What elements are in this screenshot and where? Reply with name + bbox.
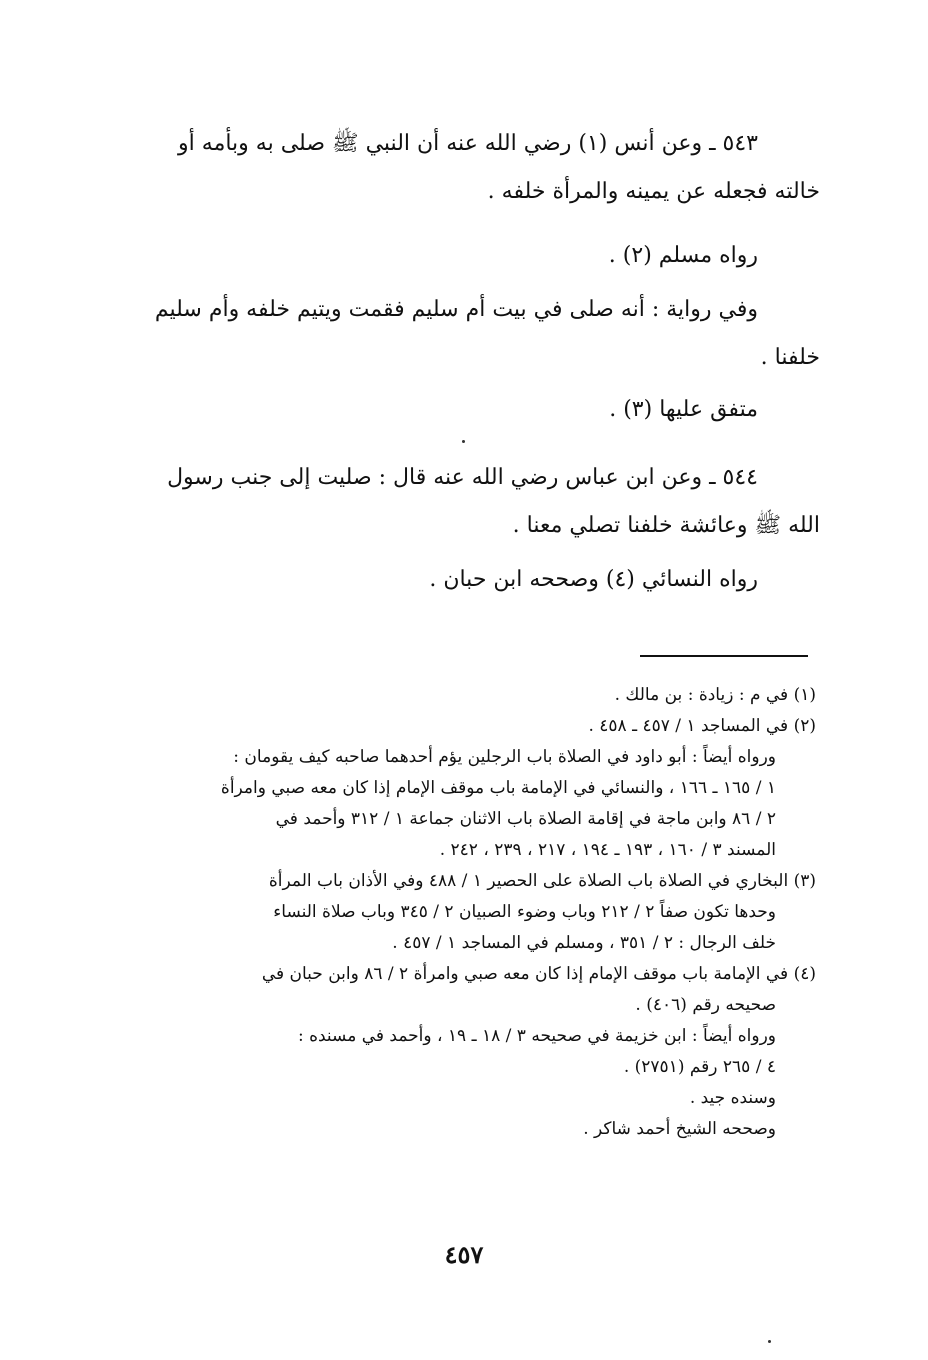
footnote-line: المسند ٣ / ١٦٠ ، ١٩٣ ـ ١٩٤ ، ٢١٧ ، ٢٣٩ ، ٢٤٢ . [439, 840, 776, 860]
text-line: خلفنا . [760, 345, 820, 370]
source-544-paragraph [115, 556, 820, 604]
text-line: ٥٤٤ ـ وعن ابن عباس رضي الله عنه قال : صليت إلى جنب رسول [167, 465, 758, 490]
footnotes [116, 680, 816, 1145]
text-line: الله ﷺ وعائشة خلفنا تصلي معنا . [512, 513, 820, 538]
footnote-line: وحدها تكون صفاً ٢ / ٢١٢ وباب وضوء الصبيان ٢ / ٣٤٥ وباب صلاة النساء [273, 902, 776, 922]
text-line: متفق عليها (٣) . [609, 397, 758, 422]
ink-speck [462, 440, 465, 443]
footnote-line: ٤ / ٢٦٥ رقم (٢٧٥١) . [623, 1057, 776, 1077]
source-543b-paragraph [115, 386, 820, 434]
ink-speck [768, 1340, 771, 1343]
hadith-544-paragraph [115, 454, 820, 550]
footnote-line: وسنده جيد . [689, 1088, 776, 1108]
footnote-line: (٣) البخاري في الصلاة باب الصلاة على الحصير ١ / ٤٨٨ وفي الأذان باب المرأة [268, 871, 816, 891]
footnote-line: ١ / ١٦٥ ـ ١٦٦ ، والنسائي في الإمامة باب موقف الإمام إذا كان معه صبي وامرأة [220, 778, 776, 798]
footnote-line: (٢) في المساجد ١ / ٤٥٧ ـ ٤٥٨ . [588, 716, 816, 736]
text-line: خالته فجعله عن يمينه والمرأة خلفه . [487, 179, 820, 204]
footnote-line: وصححه الشيخ أحمد شاكر . [583, 1119, 776, 1139]
text-line: رواه مسلم (٢) . [608, 243, 758, 268]
text-line: وفي رواية : أنه صلى في بيت أم سليم فقمت ويتيم خلفه وأم سليم [154, 297, 758, 322]
hadith-543-paragraph [115, 120, 820, 216]
footnote-line: ورواه أيضاً : ابن خزيمة في صحيحه ٣ / ١٨ ـ ١٩ ، وأحمد في مسنده : [297, 1026, 776, 1046]
footnote-line: ورواه أيضاً : أبو داود في الصلاة باب الرجلين يؤم أحدهما صاحبه كيف يقومان : [233, 747, 776, 767]
footnote-line: ٢ / ٨٦ وابن ماجة في إقامة الصلاة باب الاثنان جماعة ١ / ٣١٢ وأحمد في [275, 809, 776, 829]
source-543a-paragraph [115, 232, 820, 280]
text-line: ٥٤٣ ـ وعن أنس (١) رضي الله عنه أن النبي ﷺ صلى به وبأمه أو [178, 131, 758, 156]
footnote-line: (١) في م : زيادة : بن مالك . [614, 685, 816, 705]
footnote-separator [640, 655, 808, 657]
riwaya-543-paragraph [115, 286, 820, 382]
footnote-line: صحيحه رقم (٤٠٦) . [635, 995, 776, 1015]
page-number: ٤٥٧ [444, 1240, 484, 1269]
text-line: رواه النسائي (٤) وصححه ابن حبان . [429, 567, 758, 592]
footnote-line: (٤) في الإمامة باب موقف الإمام إذا كان معه صبي وامرأة ٢ / ٨٦ وابن حبان في [261, 964, 816, 984]
footnote-line: خلف الرجال : ٢ / ٣٥١ ، ومسلم في المساجد ١ / ٤٥٧ . [392, 933, 776, 953]
